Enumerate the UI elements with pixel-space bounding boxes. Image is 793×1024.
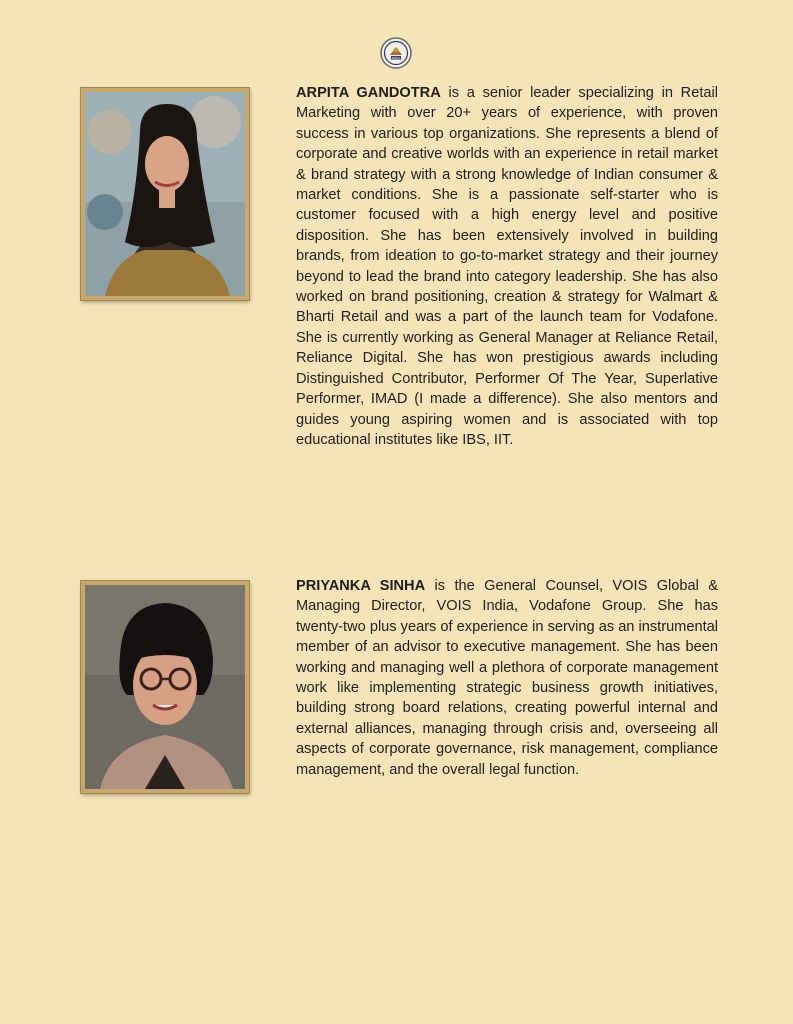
emblem-caption: INDIA (391, 56, 401, 60)
profile-bio-arpita (296, 83, 718, 450)
profile-bio-priyanka (296, 576, 718, 780)
emblem-logo (380, 37, 412, 69)
profile-photo-priyanka (81, 581, 249, 793)
profile-photo-arpita (81, 88, 249, 300)
profile-name-priyanka: PRIYANKA SINHA (296, 578, 426, 594)
profile-name-arpita: ARPITA GANDOTRA (296, 85, 441, 101)
profile-text-priyanka: is the General Counsel, VOIS Global & Managing Director, VOIS India, Vodafone Group. She has twenty-two plus years of experience in serving as an instrumental member of an advisor to executive management. She has been working and managing well a plethora of corporate management work like implementing strategic business growth initiatives, building strong board relations, creating powerful internal and external alliances, managing through crisis and, overseeing all aspects of corporate governance, risk management, compliance management, and the overall legal function. (296, 578, 718, 778)
emblem-icon (380, 37, 412, 69)
profile-text-arpita: is a senior leader specializing in Retail Marketing with over 20+ years of experience, with proven success in various top organizations. She represents a blend of corporate and creative worlds with an experience in retail market & brand strategy with a strong knowledge of Indian consumer & market conditions. She is a passionate self-starter who is customer focused with a high energy level and positive disposition. She has been extensively involved in building brands, from ideation to go-to-market strategy and their journey beyond to lead the brand into category leadership. She has also worked on brand positioning, creation & strategy for Walmart & Bharti Retail and was a part of the launch team for Vodafone. She is currently working as General Manager at Reliance Retail, Reliance Digital. She has won prestigious awards including Distinguished Contributor, Performer Of The Year, Superlative Performer, IMAD (I made a difference). She also mentors and guides young aspiring women and is associated with top educational institutes like IBS, IIT. (296, 85, 718, 448)
